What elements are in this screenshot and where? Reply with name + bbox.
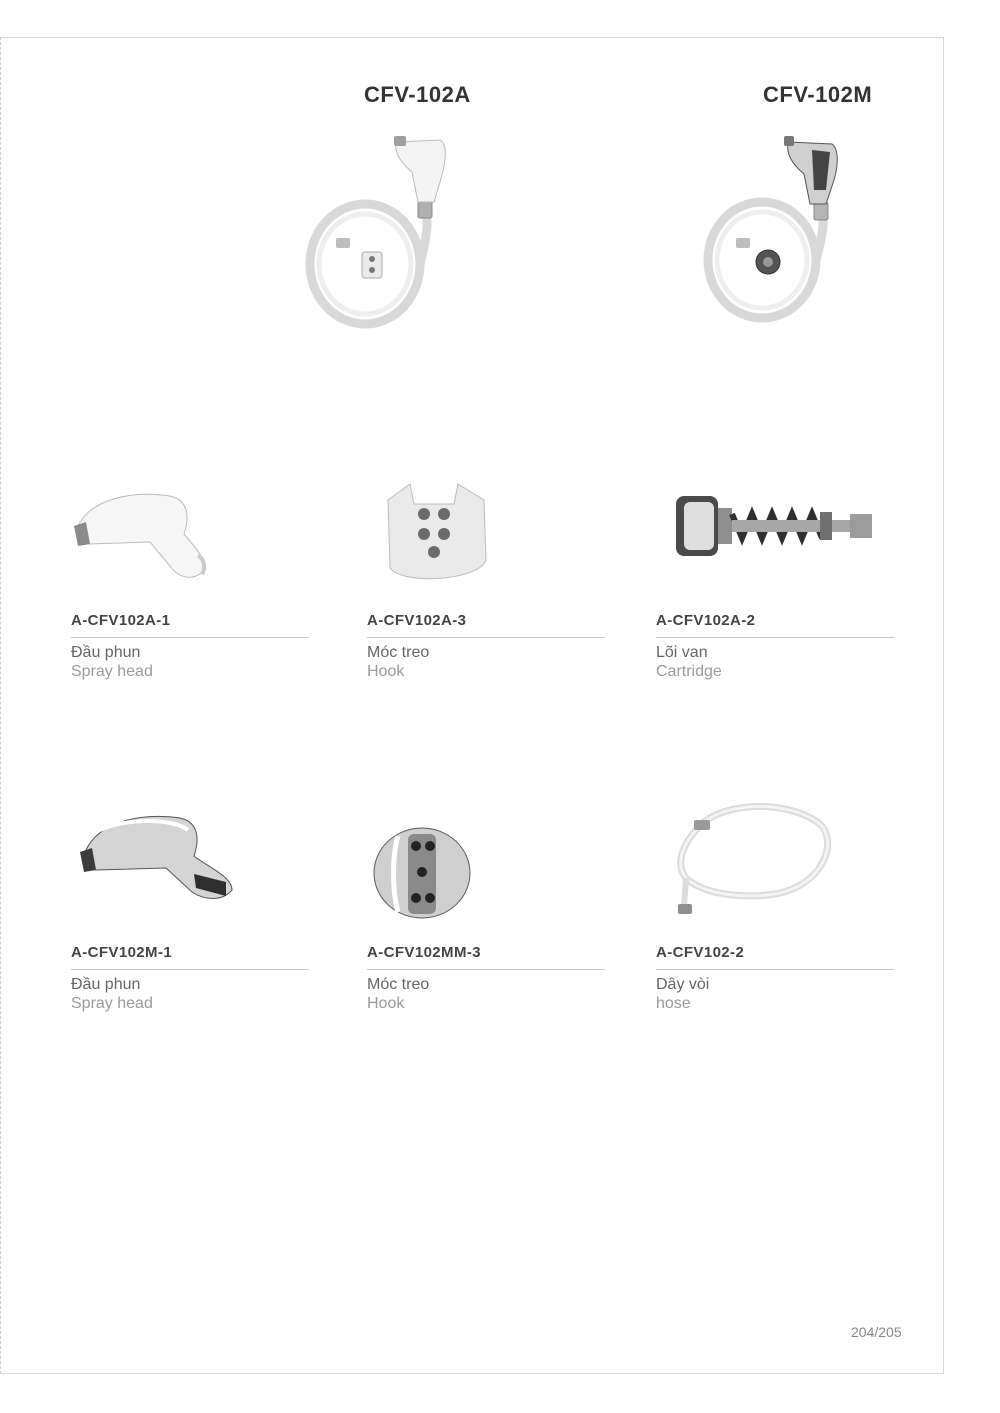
part-a-cfv102m-1 bbox=[71, 944, 309, 1013]
divider bbox=[656, 637, 894, 638]
part-a-cfv102-2 bbox=[656, 944, 894, 1013]
part-a-cfv102mm-3 bbox=[367, 944, 605, 1013]
part-a-cfv102a-3 bbox=[367, 612, 605, 681]
hook-chrome-image bbox=[372, 826, 472, 920]
part-name-en: Hook bbox=[367, 995, 405, 1012]
part-name-vn: Móc treo bbox=[367, 644, 430, 661]
part-name-en: Hook bbox=[367, 663, 405, 680]
part-code: A-CFV102A-3 bbox=[367, 612, 467, 629]
cfv-102m-product-image bbox=[700, 130, 850, 330]
cfv-102a-product-image bbox=[300, 122, 450, 342]
page-number: 204/205 bbox=[851, 1324, 902, 1340]
part-code: A-CFV102-2 bbox=[656, 944, 745, 961]
part-name-en: hose bbox=[656, 995, 691, 1012]
part-code: A-CFV102MM-3 bbox=[367, 944, 481, 961]
divider bbox=[367, 969, 605, 970]
divider bbox=[71, 969, 309, 970]
spray-head-chrome-image bbox=[76, 808, 236, 904]
part-name-vn: Móc treo bbox=[367, 976, 430, 993]
part-name-en: Spray head bbox=[71, 995, 153, 1012]
part-name-en: Cartridge bbox=[656, 663, 722, 680]
hose-image bbox=[674, 796, 834, 920]
part-name-vn: Dây vòi bbox=[656, 976, 710, 993]
product-title-cfv-102m: CFV-102M bbox=[763, 82, 873, 107]
part-code: A-CFV102M-1 bbox=[71, 944, 173, 961]
divider bbox=[71, 637, 309, 638]
part-code: A-CFV102A-1 bbox=[71, 612, 171, 629]
part-name-vn: Đầu phun bbox=[71, 976, 141, 993]
cartridge-image bbox=[670, 490, 874, 562]
part-code: A-CFV102A-2 bbox=[656, 612, 756, 629]
part-name-vn: Đầu phun bbox=[71, 644, 141, 661]
part-a-cfv102a-2 bbox=[656, 612, 894, 681]
hook-white-image bbox=[384, 482, 488, 588]
divider bbox=[656, 969, 894, 970]
divider bbox=[367, 637, 605, 638]
spray-head-white-image bbox=[70, 486, 210, 582]
part-name-vn: Lõi van bbox=[656, 644, 708, 661]
part-a-cfv102a-1 bbox=[71, 612, 309, 681]
product-title-cfv-102a: CFV-102A bbox=[364, 82, 471, 107]
part-name-en: Spray head bbox=[71, 663, 153, 680]
